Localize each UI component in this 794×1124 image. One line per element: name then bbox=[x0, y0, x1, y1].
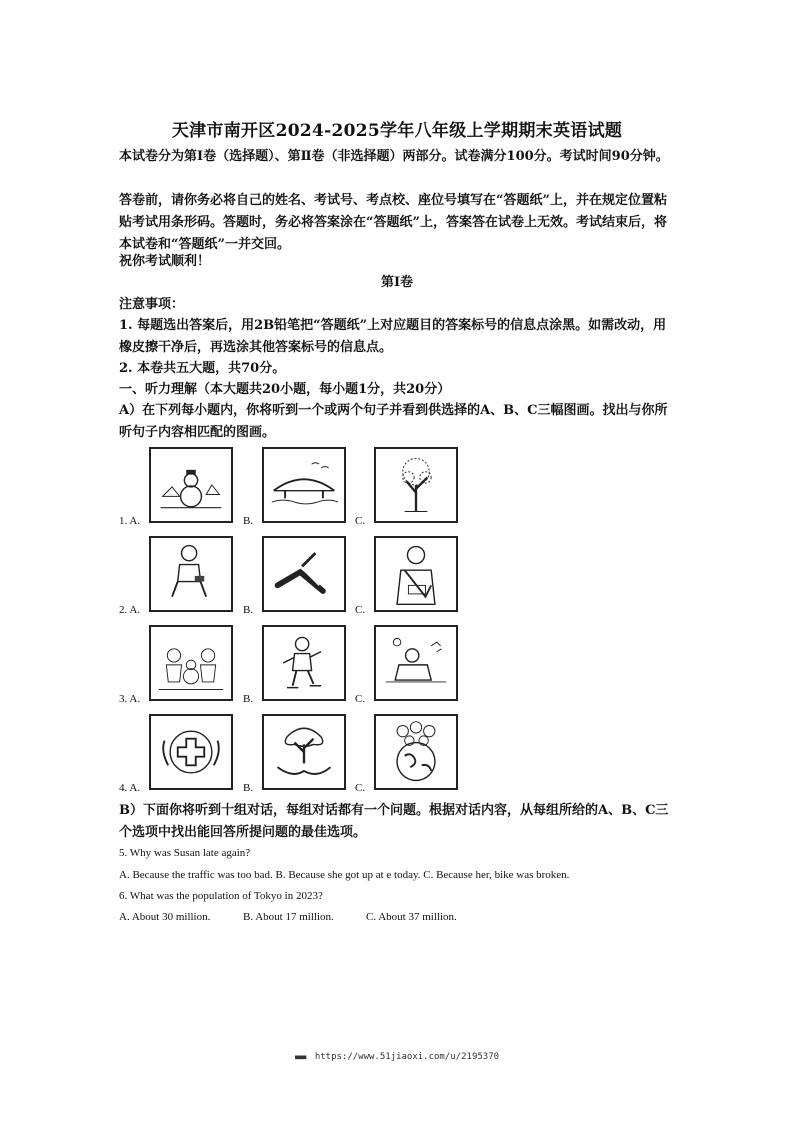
q3-option-c[interactable] bbox=[374, 625, 458, 701]
volume-heading: 第Ⅰ卷 bbox=[380, 275, 414, 290]
q6-option-c: C. About 37 million. bbox=[366, 911, 457, 923]
note-1: 1. 每题选出答案后，用2B铅笔把“答题纸”上对应题目的答案标号的信息点涂黑。如需改动，用橡皮擦干净后，再选涂其他答案标号的信息点。 bbox=[119, 318, 667, 355]
earth-icon bbox=[376, 716, 456, 788]
intro-paragraph-3: 祝你考试顺利！ bbox=[119, 254, 211, 269]
q2-b-label: B. bbox=[243, 604, 254, 616]
q2-option-b[interactable] bbox=[262, 536, 346, 612]
q1-label: 1. A. bbox=[119, 515, 141, 527]
q3-c-label: C. bbox=[355, 693, 366, 705]
hands-tree-icon bbox=[264, 716, 344, 788]
boy-in-box-icon bbox=[376, 627, 456, 699]
tree-icon bbox=[376, 449, 456, 521]
skater-icon bbox=[264, 627, 344, 699]
footer-url[interactable]: https://www.51jiaoxi.com/u/2195370 bbox=[314, 1052, 500, 1062]
q4-b-label: B. bbox=[243, 782, 254, 794]
page-title: 天津市南开区2024-2025学年八年级上学期期末英语试题 bbox=[171, 121, 623, 141]
footer bbox=[0, 1052, 794, 1062]
note-2: 2. 本卷共五大题，共70分。 bbox=[119, 361, 286, 376]
q2-label: 2. A. bbox=[119, 604, 141, 616]
q6-option-a: A. About 30 million. bbox=[119, 911, 211, 923]
q3-b-label: B. bbox=[243, 693, 254, 705]
q3-option-a[interactable] bbox=[149, 625, 233, 701]
part-b-instructions: B）下面你将听到十组对话，每组对话都有一个问题。根据对话内容，从每组所给的A、B、C三个选项中找出能回答所提问题的最佳选项。 bbox=[119, 803, 669, 840]
q1-option-a[interactable] bbox=[149, 447, 233, 523]
q5-question: 5. Why was Susan late again? bbox=[119, 847, 251, 859]
notes-heading: 注意事项： bbox=[119, 297, 185, 312]
q4-option-c[interactable] bbox=[374, 714, 458, 790]
injured-knee-icon bbox=[151, 538, 231, 610]
bandaged-arm-icon bbox=[264, 538, 344, 610]
intro-paragraph-2: 答卷前，请你务必将自己的姓名、考试号、考点校、座位号填写在“答题纸”上，并在规定位置粘贴考试用条形码。答题时，务必将答案涂在“答题纸”上，答案答在试卷上无效。考试结束后，将本试卷和“答题纸”一并交回。 bbox=[119, 193, 667, 252]
q6-option-b: B. About 17 million. bbox=[243, 911, 334, 923]
q4-label: 4. A. bbox=[119, 782, 141, 794]
intro-paragraph-1: 本试卷分为第Ⅰ卷（选择题）、第Ⅱ卷（非选择题）两部分。试卷满分100分。考试时间90分钟。 bbox=[119, 149, 669, 164]
q1-b-label: B. bbox=[243, 515, 254, 527]
q2-option-a[interactable] bbox=[149, 536, 233, 612]
arm-sling-icon bbox=[376, 538, 456, 610]
site-logo: ■■■■ bbox=[294, 1054, 306, 1061]
q4-option-a[interactable] bbox=[149, 714, 233, 790]
q2-c-label: C. bbox=[355, 604, 366, 616]
q4-c-label: C. bbox=[355, 782, 366, 794]
q3-option-b[interactable] bbox=[262, 625, 346, 701]
red-cross-icon bbox=[151, 716, 231, 788]
q2-option-c[interactable] bbox=[374, 536, 458, 612]
bridge-icon bbox=[264, 449, 344, 521]
part-a-instructions: A）在下列每小题内，你将听到一个或两个句子并看到供选择的A、B、C三幅图画。找出与你所听句子内容相匹配的图画。 bbox=[119, 403, 668, 440]
q1-c-label: C. bbox=[355, 515, 366, 527]
snowman-icon bbox=[151, 449, 231, 521]
kids-snowman-icon bbox=[151, 627, 231, 699]
section1-heading: 一、听力理解（本大题共20小题，每小题1分，共20分） bbox=[119, 382, 451, 397]
q4-option-b[interactable] bbox=[262, 714, 346, 790]
q3-label: 3. A. bbox=[119, 693, 141, 705]
q1-option-c[interactable] bbox=[374, 447, 458, 523]
q6-question: 6. What was the population of Tokyo in 2023? bbox=[119, 890, 323, 902]
q5-options: A. Because the traffic was too bad. B. Because she got up at e today. C. Because her, bike was broken. bbox=[119, 869, 570, 881]
q1-option-b[interactable] bbox=[262, 447, 346, 523]
